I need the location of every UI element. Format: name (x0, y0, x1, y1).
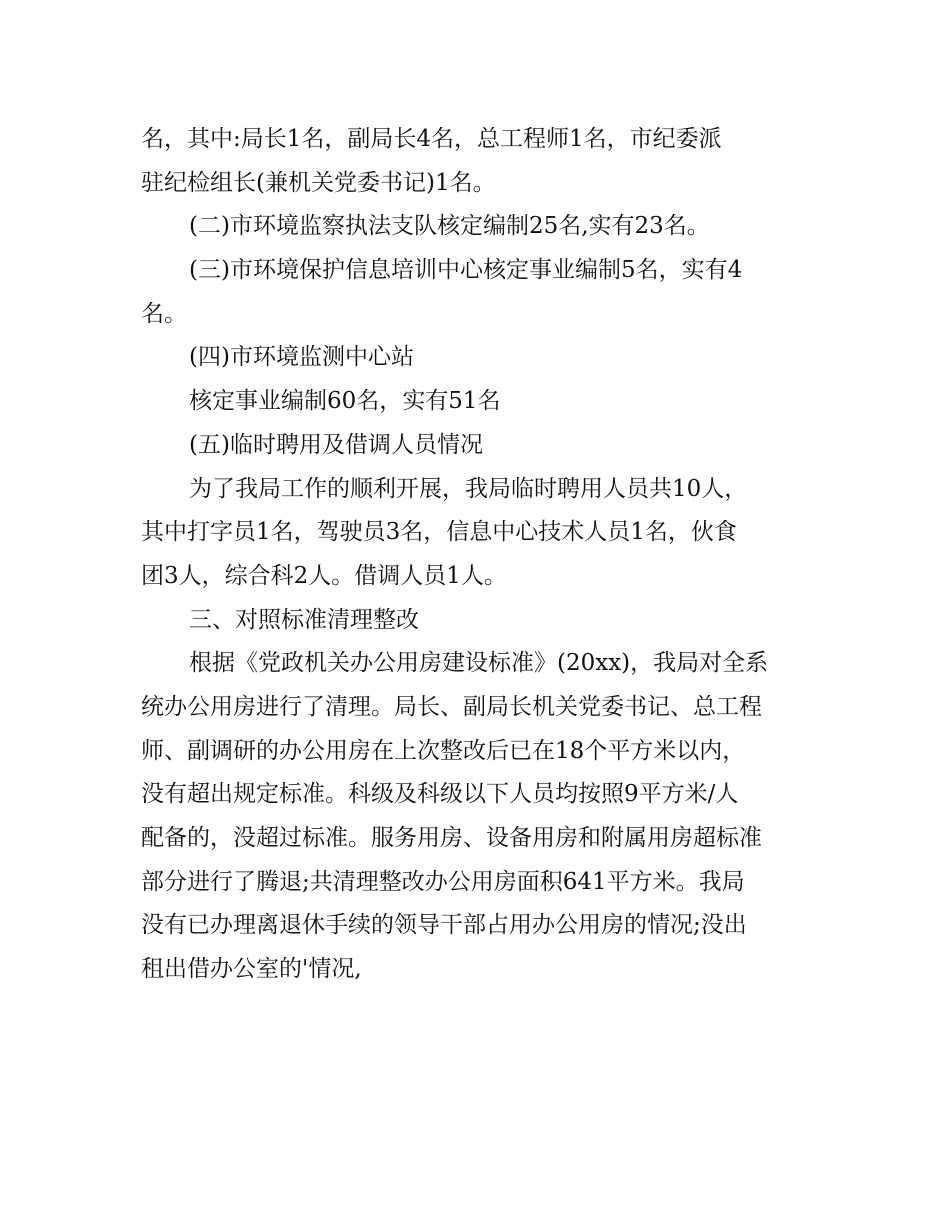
text-line: 其中打字员1名，驾驶员3名，信息中心技术人员1名，伙食 (141, 519, 737, 546)
body-text (141, 118, 816, 992)
paragraph-start: 为了我局工作的顺利开展，我局临时聘用人员共10人， (189, 475, 748, 502)
text-line: 部分进行了腾退;共清理整改办公用房面积641平方米。我局 (141, 868, 745, 895)
text-line: 名，其中:局长1名，副局长4名，总工程师1名，市纪委派 (141, 126, 722, 152)
text-line: 租出借办公室的'情况, (141, 956, 362, 983)
section-heading: 三、对照标准清理整改 (189, 606, 419, 633)
text-line: 核定事业编制60名，实有51名 (189, 388, 501, 415)
text-line: 统办公用房进行了清理。局长、副局长机关党委书记、总工程 (141, 693, 762, 720)
section-heading: (四)市环境监测中心站 (189, 344, 414, 371)
text-line: 配备的，没超过标准。服务用房、设备用房和附属用房超标准 (141, 825, 762, 851)
text-line: 没有超出规定标准。科级及科级以下人员均按照9平方米/人 (141, 781, 739, 808)
section-heading: (五)临时聘用及借调人员情况 (189, 431, 483, 458)
text-line: 团3人，综合科2人。借调人员1人。 (141, 562, 507, 589)
text-line: 没有已办理离退休手续的领导干部占用办公用房的情况;没出 (141, 912, 747, 939)
text-line: 名。 (141, 300, 187, 327)
section-heading: (三)市环境保护信息培训中心核定事业编制5名，实有4 (189, 257, 743, 284)
section-heading: (二)市环境监察执法支队核定编制25名,实有23名。 (189, 213, 710, 240)
paragraph-start: 根据《党政机关办公用房建设标准》(20xx)，我局对全系 (189, 650, 769, 677)
text-line: 驻纪检组长(兼机关党委书记)1名。 (141, 169, 496, 196)
text-line: 师、副调研的办公用房在上次整改后已在18个平方米以内， (141, 737, 746, 764)
